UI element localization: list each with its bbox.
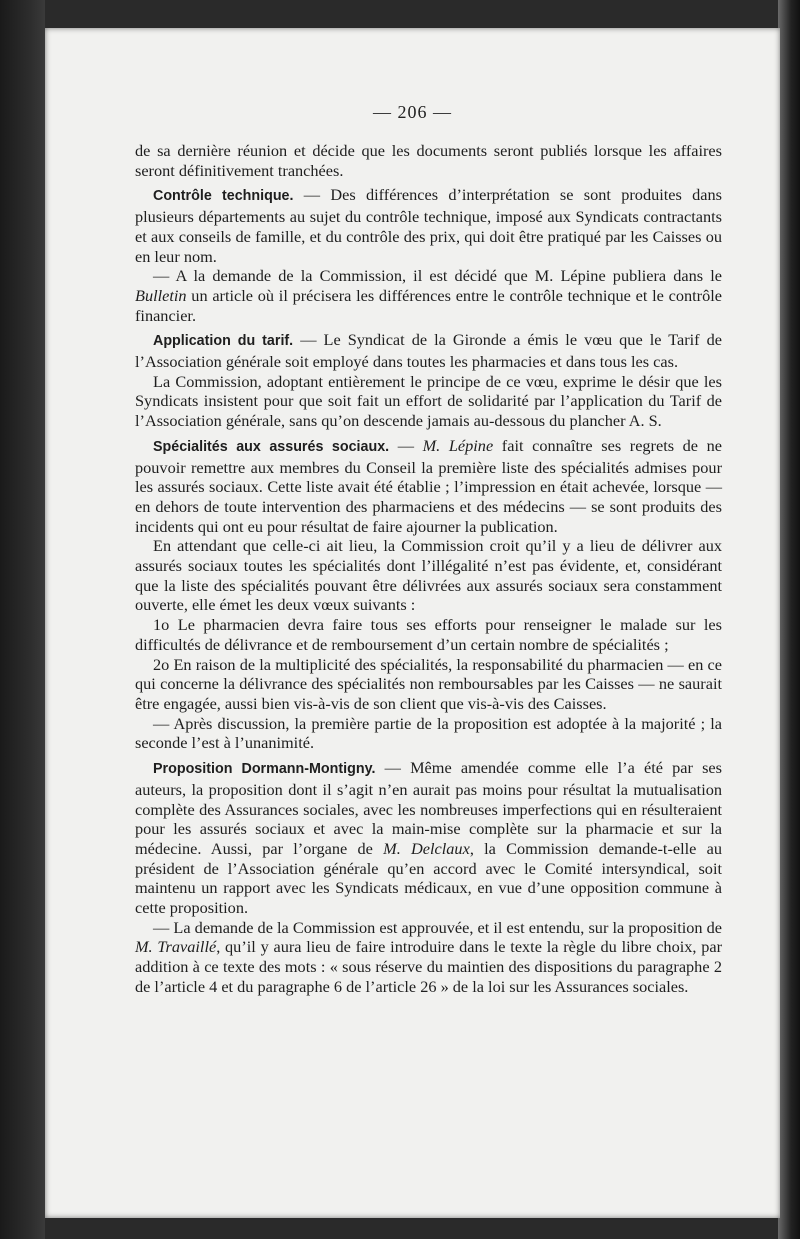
paragraph [135, 615, 722, 654]
section-heading: Application du tarif. [153, 333, 294, 350]
paragraph [135, 918, 722, 997]
text-run: — Même amendée comme elle l’a été par ses auteurs, la proposition dont il s’agit n’en aurait pas moins pour résultat la mutualisation complète des Assurances sociales, avec les nombreuses imperfections qui en résulteraient pour les assurés sociaux et avec la main-mise complète sur la pharmacie et sur la médecine. Aussi, par l’organe de [135, 758, 722, 858]
section-application-tarif [135, 330, 722, 371]
text-run: M. Lépine [422, 435, 494, 455]
text-run: , qu’il y aura lieu de faire introduire dans le texte la règle du libre choix, par addition à ce texte des mots : « sous réserve du maintien des dispositions du paragraphe 2 de l’article 4 et du paragraphe 6 de l’article 26 » de la loi sur les Assurances sociales. [135, 937, 722, 996]
section-specialites [135, 436, 722, 537]
page-number: — 206 — [373, 102, 452, 122]
text-run: — A la demande de la Commission, il est décidé que M. Lépine publiera dans le [153, 266, 722, 286]
text-run: un article où il précisera les différences entre le contrôle technique et le contrôle financier. [135, 285, 722, 325]
paragraph [135, 655, 722, 714]
section-contrle-technique [135, 185, 722, 266]
paragraph [135, 266, 722, 325]
section-heading: Proposition Dormann-Montigny. [153, 761, 376, 778]
paragraph [135, 714, 722, 753]
text-run: fait connaître ses regrets de ne pouvoir remettre aux membres du Conseil la première liste des spécialités admises pour les assurés sociaux. Cette liste avait été établie ; l’impression en était achevée, lorsque — en dehors de toute intervention des pharmaciens et des médecins — se sont produits des incidents qui ont eu pour résultat de faire ajourner la publication. [135, 435, 723, 536]
text-run: — Des différences d’interprétation se sont produites dans plusieurs départements au sujet du contrôle technique, imposé aux Syndicats contractants et aux conseils de famille, et du contrôle des prix, qui doit être pratiqué par les Caisses ou en leur nom. [135, 185, 722, 266]
text-run: La Commission, adoptant entièrement le principe de ce vœu, exprime le désir que les Syndicats insistent pour que soit fait un effort de solidarité par l’application du Tarif de l’Association générale, sans qu’on descende jamais au-dessous du plancher A. S. [135, 371, 722, 431]
scan-left-edge [0, 0, 45, 1239]
text-run: — Après discussion, la première partie de la proposition est adoptée à la majorité ; la seconde l’est à l’unanimité. [135, 713, 722, 753]
paragraph [135, 536, 722, 615]
text-run: M. Delclaux [383, 838, 470, 858]
section-heading: Contrôle technique. [153, 188, 294, 205]
section-heading: Spécialités aux assurés sociaux. [153, 438, 390, 455]
text-run: — [389, 435, 423, 455]
text-run: En attendant que celle-ci ait lieu, la Commission croit qu’il y a lieu de délivrer aux assurés sociaux toutes les spécialités dont l’illégalité n’est pas évidente, et, considérant que la liste des spécialités pouvant être délivrées aux assurés sociaux sera constamment ouverte, elle émet les deux vœux suivants : [135, 536, 722, 615]
document-page [45, 28, 780, 1218]
text-run: , la Commission demande-t-elle au président de l’Association générale qu’en accord avec le Comité intersyndical, soit maintenu un rapport avec les Syndicats médicaux, en vue d’une opposition commune à cette proposition. [135, 838, 723, 918]
paragraph [135, 372, 722, 431]
paragraph [135, 141, 722, 180]
text-run: 1o Le pharmacien devra faire tous ses efforts pour renseigner le malade sur les difficultés de délivrance et de remboursement d’un certain nombre de spécialités ; [135, 615, 722, 654]
text-run: Bulletin [135, 285, 187, 305]
text-run: 2o En raison de la multiplicité des spécialités, la responsabilité du pharmacien — en ce qui concerne la délivrance des spécialités non remboursables par les Caisses — ne saurait être engagée, aussi bien vis-à-vis de son client que vis-à-vis des Caisses. [135, 654, 722, 713]
body-text [135, 141, 722, 997]
text-run: — La demande de la Commission est approuvée, et il est entendu, sur la proposition de [153, 917, 722, 937]
text-run: — Le Syndicat de la Gironde a émis le vœu que le Tarif de l’Association générale soit employé dans toutes les pharmacies et dans tous les cas. [135, 330, 722, 372]
text-run: de sa dernière réunion et décide que les documents seront publiés lorsque les affaires seront définitivement tranchées. [135, 141, 722, 180]
text-run: M. Travaillé [135, 937, 217, 957]
scan-right-edge [778, 0, 800, 1239]
section-proposition-dormann [135, 758, 722, 918]
